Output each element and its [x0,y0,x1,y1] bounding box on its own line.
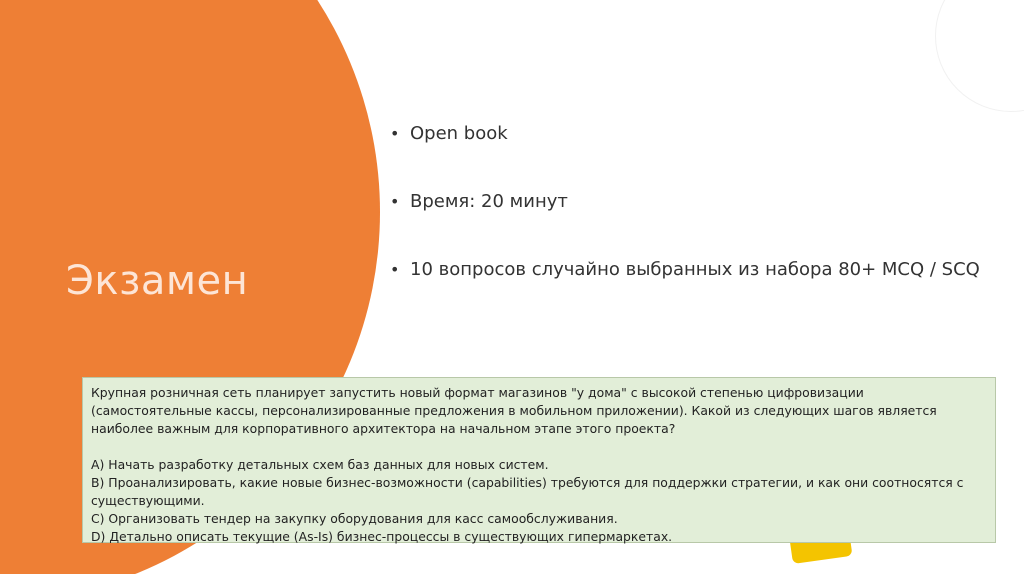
answer-option-c: C) Организовать тендер на закупку оборудования для касс самообслуживания. [91,511,618,526]
bullet-item [390,259,980,327]
bullet-text: Open book [410,123,508,144]
bullet-item [390,123,980,191]
answer-option-b: B) Проанализировать, какие новые бизнес-возможности (capabilities) требуются для поддержки стратегии, и как они соотносятся с существующими. [91,475,964,508]
question-text: Крупная розничная сеть планирует запустить новый формат магазинов "у дома" с высокой степенью цифровизации (самостоятельные кассы, персонализированные предложения в мобильном приложении). Какой из следующих шагов является наиболее важным для корпоративного архитектора на начальном этапе этого проекта? [91,385,937,436]
bullet-list [390,123,980,327]
slide-title: Экзамен [66,258,249,304]
answer-option-a: A) Начать разработку детальных схем баз данных для новых систем. [91,457,549,472]
bullet-icon: • [390,192,400,211]
corner-arc-decoration [935,0,1024,112]
bullet-text: 10 вопросов случайно выбранных из набора 80+ MCQ / SCQ [410,259,980,280]
answer-option-d: D) Детально описать текущие (As-Is) бизнес-процессы в существующих гипермаркетах. [91,529,673,544]
spacer [91,438,987,456]
sample-question-box [82,377,996,543]
bullet-text: Время: 20 минут [410,191,568,212]
bullet-icon: • [390,124,400,143]
bullet-item [390,191,980,259]
bullet-icon: • [390,260,400,279]
